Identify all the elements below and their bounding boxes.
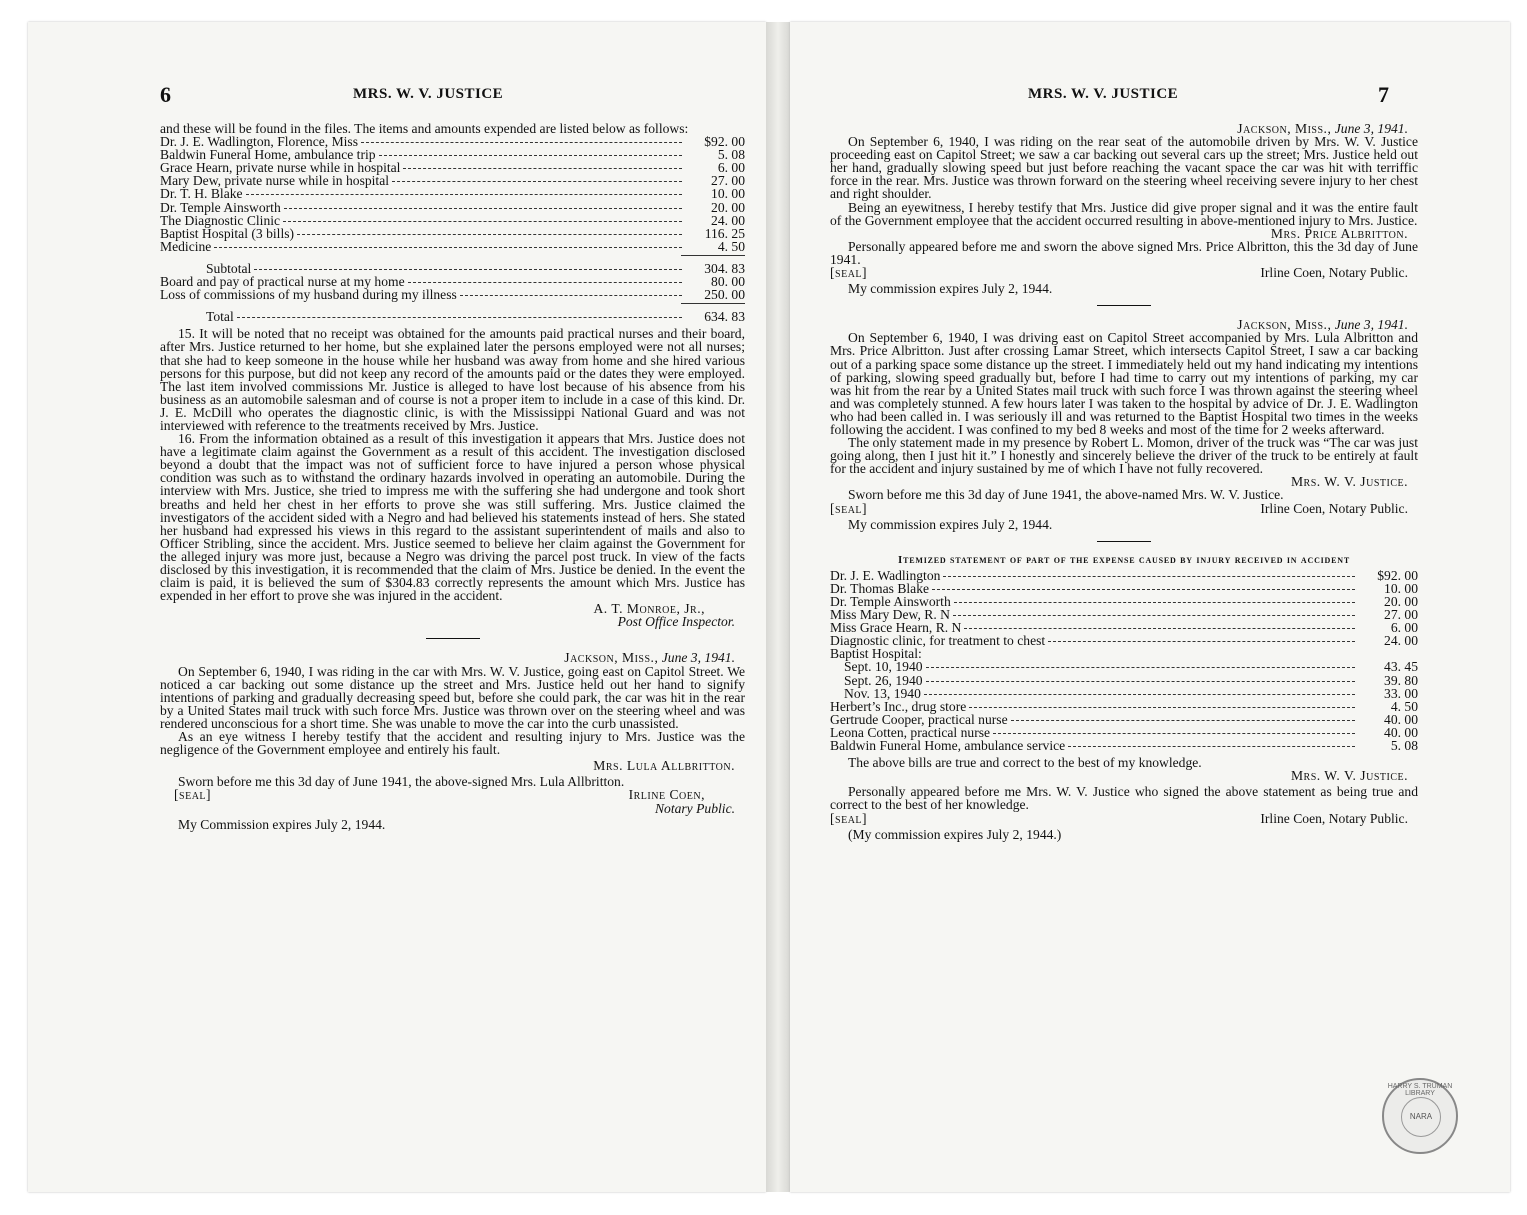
notary: Irline Coen, Notary Public. bbox=[1260, 500, 1408, 516]
expense-row: Sept. 26, 1940 39. 80 bbox=[844, 672, 1418, 688]
expense-row: Dr. Thomas Blake 10. 00 bbox=[830, 580, 1418, 596]
dateline: Jackson, Miss., June 3, 1941. bbox=[1237, 317, 1408, 333]
itemized-list bbox=[830, 569, 1418, 752]
commission-note: My Commission expires July 2, 1944. bbox=[178, 816, 386, 832]
section-divider bbox=[1097, 541, 1151, 542]
expense-row: Miss Grace Hearn, R. N 6. 00 bbox=[830, 620, 1418, 636]
bills-signature: Mrs. W. V. Justice. bbox=[1290, 768, 1408, 784]
stamp-center-text: NARA bbox=[1401, 1097, 1441, 1137]
commission-note: My commission expires July 2, 1944. bbox=[848, 281, 1053, 297]
lula-statement: On September 6, 1940, I was riding in the car with Mrs. W. V. Justice, going east on Capitol Street. We noticed a car backing out some distance up the street and Mrs. Justice held out her hand to signify intentions of parking and gradually decreasing speed but, before she could park, the car was hit in the rear by a United States mail truck with such force Mrs. Justice was thrown over on the steering wheel and was rendered unconscious for a short time. She was unable to move the car into the curb unassisted. bbox=[160, 663, 745, 731]
expense-list bbox=[160, 135, 745, 323]
intro-text: and these will be found in the files. The items and amounts expended are listed below as follows: bbox=[160, 121, 689, 136]
right-column bbox=[830, 122, 1418, 841]
price-sworn: Personally appeared before me and sworn the above signed Mrs. Price Albritton, this the 3d day of June 1941. bbox=[830, 238, 1418, 267]
expense-row: Dr. T. H. Blake 10. 00 bbox=[160, 186, 745, 202]
final-commission: (My commission expires July 2, 1944.) bbox=[848, 826, 1062, 842]
right-page bbox=[790, 22, 1510, 1192]
expense-row: Dr. J. E. Wadlington, Florence, Miss $92. 00 bbox=[160, 134, 745, 150]
stamp-ring-text: HARRY S. TRUMAN LIBRARY bbox=[1387, 1083, 1453, 1097]
notary-name: Irline Coen, bbox=[628, 787, 705, 803]
expense-row: Baptist Hospital (3 bills) 116. 25 bbox=[160, 225, 745, 241]
page-number: 7 bbox=[1378, 82, 1389, 107]
running-head: MRS. W. V. JUSTICE bbox=[353, 86, 504, 102]
lula-testimony: As an eye witness I hereby testify that the accident and resulting injury to Mrs. Justice was the negligence of the Government employee and entirely his fault. bbox=[160, 729, 745, 758]
final-sworn: Personally appeared before me Mrs. W. V. Justice who signed the above statement as being true and correct to the best of her knowledge. bbox=[830, 784, 1418, 813]
justice-quote: The only statement made in my presence by Robert L. Momon, driver of the truck was “The car was just going along, then I just hit it.” I honestly and sincerely believe the driver of the truck to be entirely at fault for the accident and injury sustained by me of which I have not fully recovered. bbox=[830, 435, 1418, 477]
expense-row: Dr. Temple Ainsworth 20. 00 bbox=[160, 199, 745, 215]
seal-line bbox=[830, 812, 1418, 825]
seal-line bbox=[830, 266, 1418, 279]
expense-row: Gertrude Cooper, practical nurse 40. 00 bbox=[830, 711, 1418, 727]
commission-note: My commission expires July 2, 1944. bbox=[848, 516, 1053, 532]
seal-mark: [seal] bbox=[830, 810, 868, 826]
expense-row: Medicine 4. 50 bbox=[160, 238, 745, 254]
section-divider bbox=[426, 638, 480, 639]
lula-sworn: Sworn before me this 3d day of June 1941, the above-signed Mrs. Lula Allbritton. bbox=[178, 774, 625, 790]
total-row: Total 634. 83 bbox=[206, 309, 745, 325]
hospital-label: Baptist Hospital: bbox=[830, 646, 922, 662]
dateline: Jackson, Miss., June 3, 1941. bbox=[1237, 121, 1408, 136]
notary: Irline Coen, Notary Public. bbox=[1260, 810, 1408, 826]
expense-row: Leona Cotten, practical nurse 40. 00 bbox=[830, 724, 1418, 740]
dateline: Jackson, Miss., June 3, 1941. bbox=[564, 650, 735, 666]
notary: Irline Coen, Notary Public. bbox=[1260, 265, 1408, 281]
subtotal-row: Subtotal 304. 83 bbox=[206, 260, 745, 276]
price-testimony: Being an eyewitness, I hereby testify that Mrs. Justice did give proper signal and it was the entire fault of the Government employee that the accident occurred resulting in above-mentioned injury to Mrs. Justice. bbox=[830, 199, 1418, 228]
inspector-name: A. T. Monroe, Jr., bbox=[593, 601, 705, 617]
expense-row: The Diagnostic Clinic 24. 00 bbox=[160, 212, 745, 228]
seal-line bbox=[160, 788, 745, 801]
expense-row: Baldwin Funeral Home, ambulance service 5. 08 bbox=[830, 738, 1418, 754]
seal-mark: [seal] bbox=[830, 265, 868, 281]
expense-row: Board and pay of practical nurse at my home 80. 00 bbox=[160, 274, 745, 290]
expense-row: Sept. 10, 1940 43. 45 bbox=[844, 659, 1418, 675]
expense-row: Dr. Temple Ainsworth 20. 00 bbox=[830, 594, 1418, 609]
lula-signature: Mrs. Lula Allbritton. bbox=[593, 758, 735, 774]
left-page bbox=[28, 22, 766, 1192]
justice-sworn: Sworn before me this 3d day of June 1941, the above-named Mrs. W. V. Justice. bbox=[848, 487, 1284, 503]
book-gutter bbox=[766, 22, 790, 1192]
expense-row: Loss of commissions of my husband during my illness 250. 00 bbox=[160, 287, 745, 303]
expense-row: Diagnostic clinic, for treatment to chest 24. 00 bbox=[830, 633, 1418, 649]
left-column bbox=[160, 122, 745, 831]
running-head: MRS. W. V. JUSTICE bbox=[1028, 86, 1179, 102]
expense-row: Dr. J. E. Wadlington $92. 00 bbox=[830, 567, 1418, 583]
expense-row: Baldwin Funeral Home, ambulance trip 5. 08 bbox=[160, 147, 745, 163]
expense-row: Nov. 13, 1940 33. 00 bbox=[844, 685, 1418, 701]
expense-row: Herbert’s Inc., drug store 4. 50 bbox=[830, 698, 1418, 714]
inspector-title: Post Office Inspector. bbox=[617, 614, 735, 630]
library-stamp bbox=[1382, 1078, 1458, 1154]
price-signature: Mrs. Price Albritton. bbox=[1270, 225, 1408, 241]
seal-mark: [seal] bbox=[174, 787, 212, 803]
justice-statement: On September 6, 1940, I was driving east on Capitol Street accompanied by Mrs. Lula Albritton and Mrs. Price Albritton. Just after crossing Lamar Street, which intersects Capitol Street, I saw a car backing out of a parking space some distance up the street. I immediately held out my hand indicating my intentions of parking, slowing speed gradually but, before I had time to carry out my intentions of parking, my car was hit from the rear by a United States mail truck with such force I was thrown against the steering wheel and was completely stunned. A few hours later I was taken to the hospital by advice of Dr. J. E. Wadlington who had been called in. I was seriously ill and was returned to the Baptist Hospital two times in the weeks following the accident. I was confined to my bed 8 weeks and most of the time for 2 weeks afterward. bbox=[830, 330, 1418, 437]
bills-statement: The above bills are true and correct to the best of my knowledge. bbox=[848, 755, 1202, 771]
seal-line bbox=[830, 502, 1418, 515]
paragraph-16: 16. From the information obtained as a result of this investigation it appears that Mrs. Justice does not have a legitimate claim against the Government as a result of this accident. The investigation disclosed beyond a doubt that the impact was not of sufficient force to have injured a person whose physical condition was such as to withstand the ordinary hazards involved in operating an automobile. During the interview with Mrs. Justice, she tried to impress me with the suffering she had undergone and took short breaths and held her chest in her efforts to prove she was still suffering. Mrs. Justice claimed the investigators of the accident sided with a Negro and had believed his statements instead of hers. She stated her husband had expressed his views in this regard to the assistant superintendent of mails and also to Officer Stribling, since the accident. Mrs. Justice seemed to believe her claim against the Government for the alleged injury was more just, because a Negro was driving the parcel post truck. In view of the facts disclosed by this investigation, it is recommended that the claim of Mrs. Justice be denied. In the event the claim is paid, it is believed the sum of $304.83 correctly represents the amount which Mrs. Justice has expended in her effort to prove she was injured in the accident. bbox=[160, 431, 745, 604]
expense-row: Grace Hearn, private nurse while in hospital 6. 00 bbox=[160, 160, 745, 176]
section-divider bbox=[1097, 305, 1151, 306]
expense-row: Miss Mary Dew, R. N 27. 00 bbox=[830, 607, 1418, 623]
expense-row: Mary Dew, private nurse while in hospital 27. 00 bbox=[160, 173, 745, 189]
notary-title: Notary Public. bbox=[654, 800, 735, 816]
itemized-title: Itemized statement of part of the expense caused by injury received in accident bbox=[898, 553, 1350, 566]
page-number: 6 bbox=[160, 82, 171, 107]
seal-mark: [seal] bbox=[830, 500, 868, 516]
paragraph-15: 15. It will be noted that no receipt was obtained for the amounts paid practical nurses and their board, after Mrs. Justice returned to her home, but she explained later the persons employed were not all nurses; that she had to keep someone in the house while her husband was away from home and she hired various persons for this purpose, but did not keep any record of the amounts paid or the dates they were employed. The last item involved commissions Mr. Justice is alleged to have lost because of his absence from his business as an automobile salesman and of course is not a proper item to include in a case of this kind. Dr. J. E. McDill who operates the diagnostic clinic, is with the Mississippi National Guard and was not interviewed with reference to the treatments received by Mrs. Justice. bbox=[160, 326, 745, 433]
price-statement: On September 6, 1940, I was riding on the rear seat of the automobile driven by Mrs. W. V. Justice proceeding east on Capitol Street; we saw a car backing out several cars up the street; Mrs. Justice held out her hand, gradually slowing speed but just before reaching the vacant space the car was hit with terriffic force in the rear. Mrs. Justice was thrown forward on the steering wheel receiving severe injury to her chest and right shoulder. bbox=[830, 134, 1418, 202]
justice-signature: Mrs. W. V. Justice. bbox=[1290, 474, 1408, 490]
